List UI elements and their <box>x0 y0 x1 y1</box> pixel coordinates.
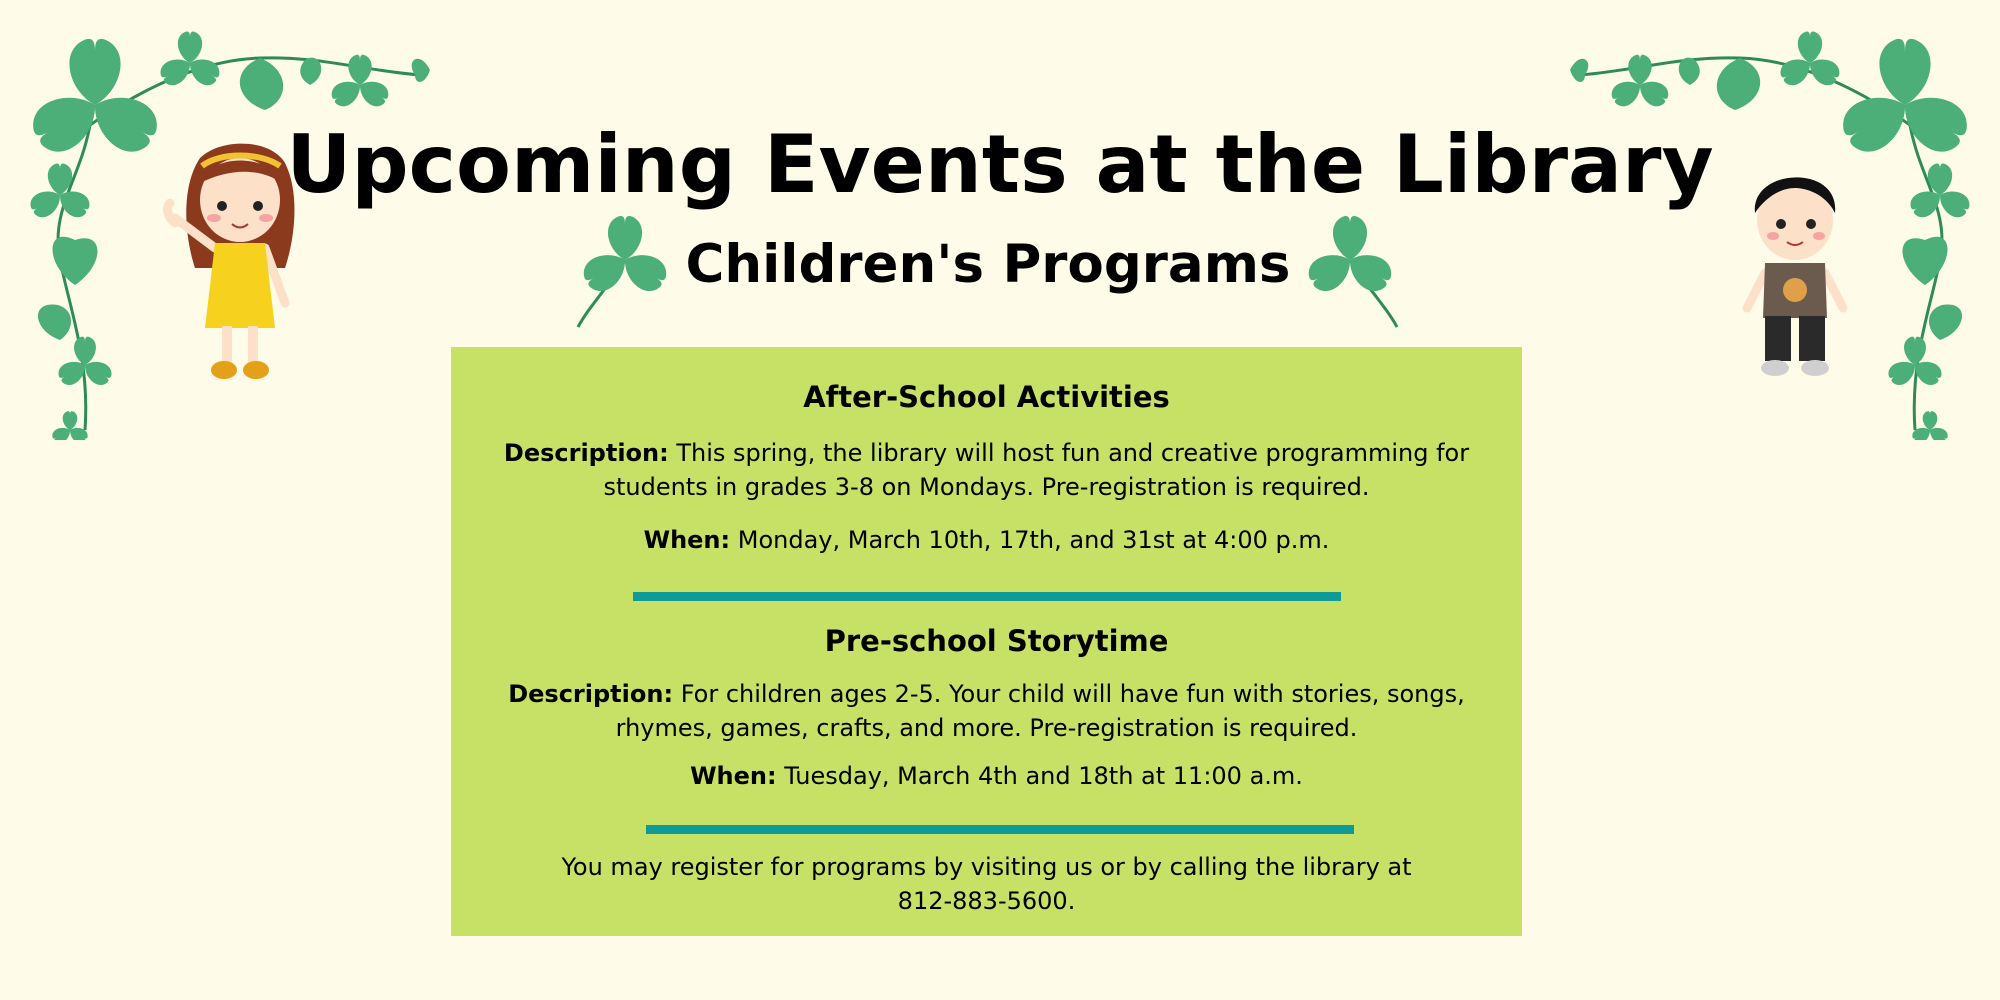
section-title-storytime: Pre-school Storytime <box>824 624 1169 658</box>
description-text: students in grades 3-8 on Mondays. Pre-registration is required. <box>603 473 1370 501</box>
when-storytime <box>501 759 1492 793</box>
description-text: This spring, the library will host fun and creative programming for <box>676 439 1470 467</box>
page-subtitle: Children's Programs <box>685 234 1291 295</box>
when-label: When: <box>643 526 731 554</box>
divider <box>633 592 1341 601</box>
when-text: Monday, March 10th, 17th, and 31st at 4:00 p.m. <box>737 526 1330 554</box>
phone-number: 812-883-5600. <box>897 887 1076 915</box>
events-panel <box>451 347 1522 936</box>
description-storytime <box>491 677 1482 745</box>
when-after-school <box>491 523 1482 557</box>
description-after-school <box>491 436 1482 504</box>
description-label: Description: <box>508 680 674 708</box>
description-label: Description: <box>503 439 669 467</box>
when-text: Tuesday, March 4th and 18th at 11:00 a.m. <box>784 762 1303 790</box>
section-title-after-school: After-School Activities <box>803 380 1170 414</box>
page-title: Upcoming Events at the Library <box>286 118 1714 211</box>
description-text: For children ages 2-5. Your child will have fun with stories, songs, <box>680 680 1465 708</box>
registration-text: You may register for programs by visiting us or by calling the library at <box>561 853 1412 881</box>
description-text: rhymes, games, crafts, and more. Pre-registration is required. <box>615 714 1358 742</box>
registration-note <box>491 850 1482 918</box>
divider <box>646 825 1354 834</box>
when-label: When: <box>690 762 777 790</box>
